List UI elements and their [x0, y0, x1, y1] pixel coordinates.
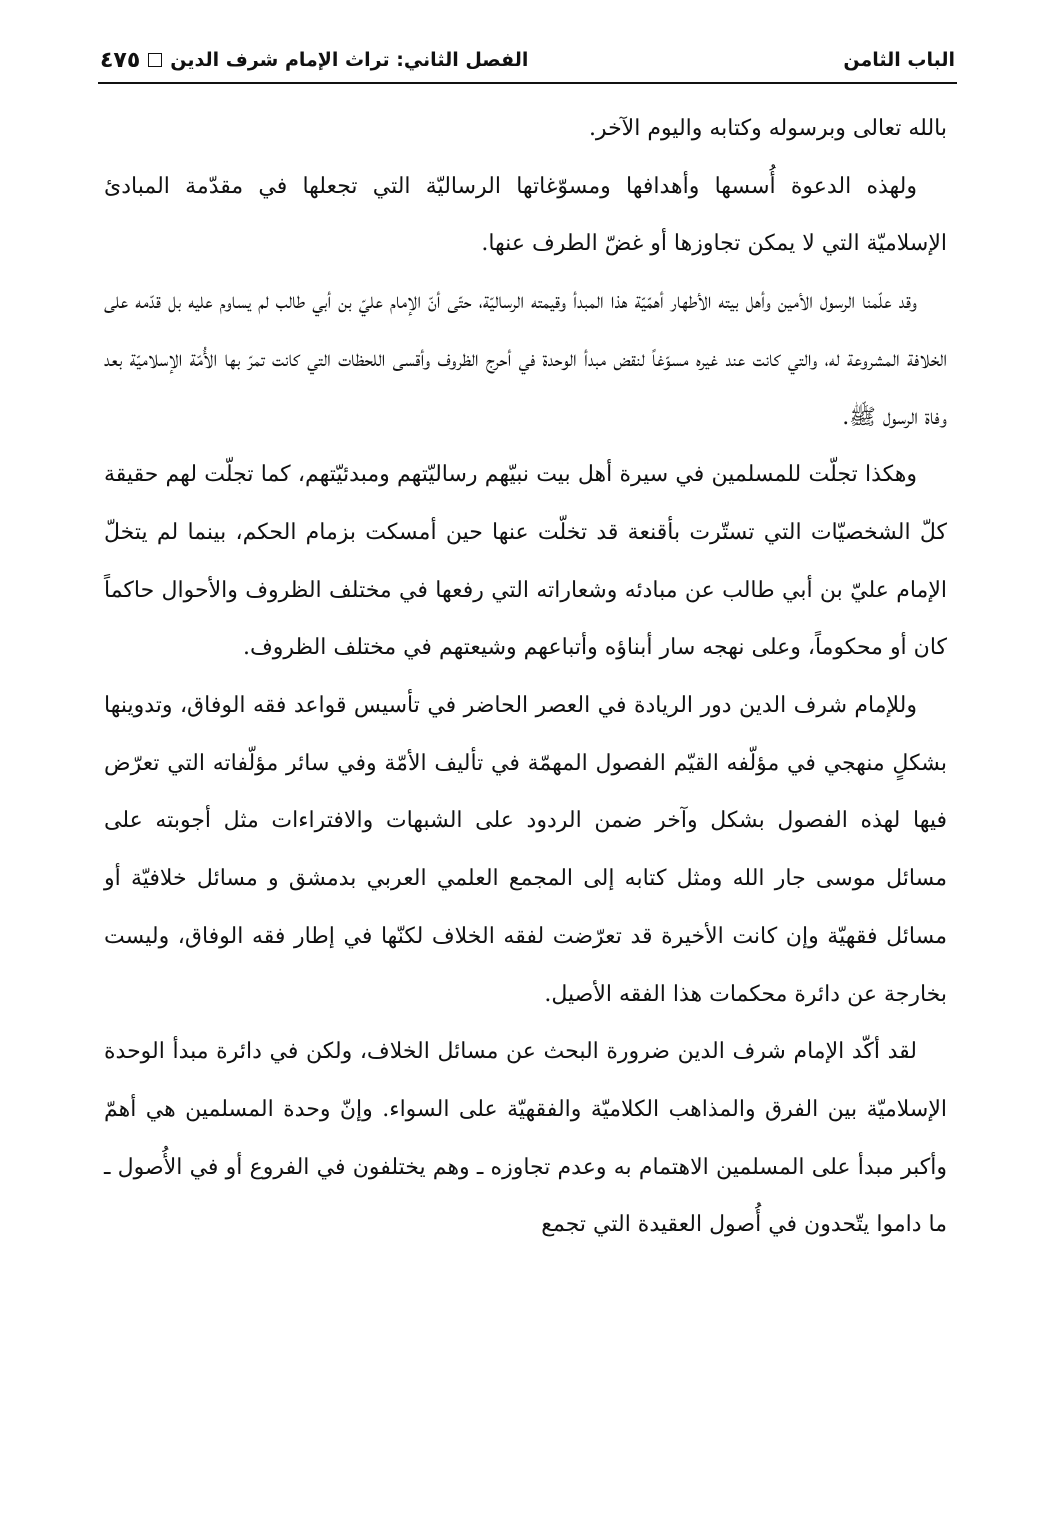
paragraph-1: بالله تعالى وبرسوله وكتابه واليوم الآخر. [588, 116, 947, 141]
running-header [100, 40, 955, 80]
page-number: ٤٧٥ [100, 47, 141, 73]
chapter-title: الباب الثامن [843, 49, 955, 71]
paragraph-4: وهكذا تجلّت للمسلمين في سيرة أهل بيت نبيّهم رساليّتهم ومبدئيّتهم، كما تجلّت لهم حقيقة كلّ الشخصيّات التي تستّرت بأقنعة قد تخلّت عنها حين أمسكت بزمام الحكم، بينما لم يتخلّ الإمام عليّ بن أبي طالب عن مبادئه وشعاراته التي رفعها في مختلف الظروف والأحوال حاكماً كان أو محكوماً، وعلى نهجه سار أبناؤه وأتباعهم وشيعتهم في مختلف الظروف. [104, 462, 947, 661]
section-heading [100, 48, 528, 73]
paragraph-3: وقد علّمنا الرسول الأمين وأهل بيته الأطهار أهمّيّة هذا المبدأ وقيمته الرساليّة، حتّى أنّ الإمام عليّ بن أبي طالب لم يساوم عليه بل قدّمه على الخلافة المشروعة له، والتي كانت عند غيره مسوّغاً لنقض مبدأ الوحدة في أحرج الظروف وأقسى اللحظات التي كانت تمرّ بها الأُمّة الإسلاميّة بعد وفاة الرسول ﷺ. [104, 289, 947, 430]
header-rule [98, 82, 957, 84]
separator-box-icon [148, 53, 162, 67]
paragraph-5: وللإمام شرف الدين دور الريادة في العصر الحاضر في تأسيس قواعد فقه الوفاق، وتدوينها بشكلٍ منهجي في مؤلّفه القيّم الفصول المهمّة في تأليف الأمّة وفي سائر مؤلّفاته التي تعرّض فيها لهذه الفصول بشكل وآخر ضمن الردود على الشبهات والافتراءات مثل أجوبته على مسائل موسى جار الله ومثل كتابه إلى المجمع العلمي العربي بدمشق و مسائل خلافيّة أو مسائل فقهيّة وإن كانت الأخيرة قد تعرّضت لفقه الخلاف لكنّها في إطار فقه الوفاق، وليست بخارجة عن دائرة محكمات هذا الفقه الأصيل. [104, 693, 947, 1007]
paragraph-6: لقد أكّد الإمام شرف الدين ضرورة البحث عن مسائل الخلاف، ولكن في دائرة مبدأ الوحدة الإسلاميّة بين الفرق والمذاهب الكلاميّة والفقهيّة على السواء. وإنّ وحدة المسلمين هي أهمّ وأكبر مبدأ على المسلمين الاهتمام به وعدم تجاوزه ـ وهم يختلفون في الفروع أو في الأُصول ـ ما داموا يتّحدون في أُصول العقيدة التي تجمع [104, 1039, 947, 1238]
body-text [104, 100, 947, 1254]
section-title: الفصل الثاني: تراث الإمام شرف الدين [170, 49, 529, 71]
paragraph-2: ولهذه الدعوة أُسسها وأهدافها ومسوّغاتها الرساليّة التي تجعلها في مقدّمة المبادئ الإسلاميّة التي لا يمكن تجاوزها أو غضّ الطرف عنها. [104, 173, 947, 257]
